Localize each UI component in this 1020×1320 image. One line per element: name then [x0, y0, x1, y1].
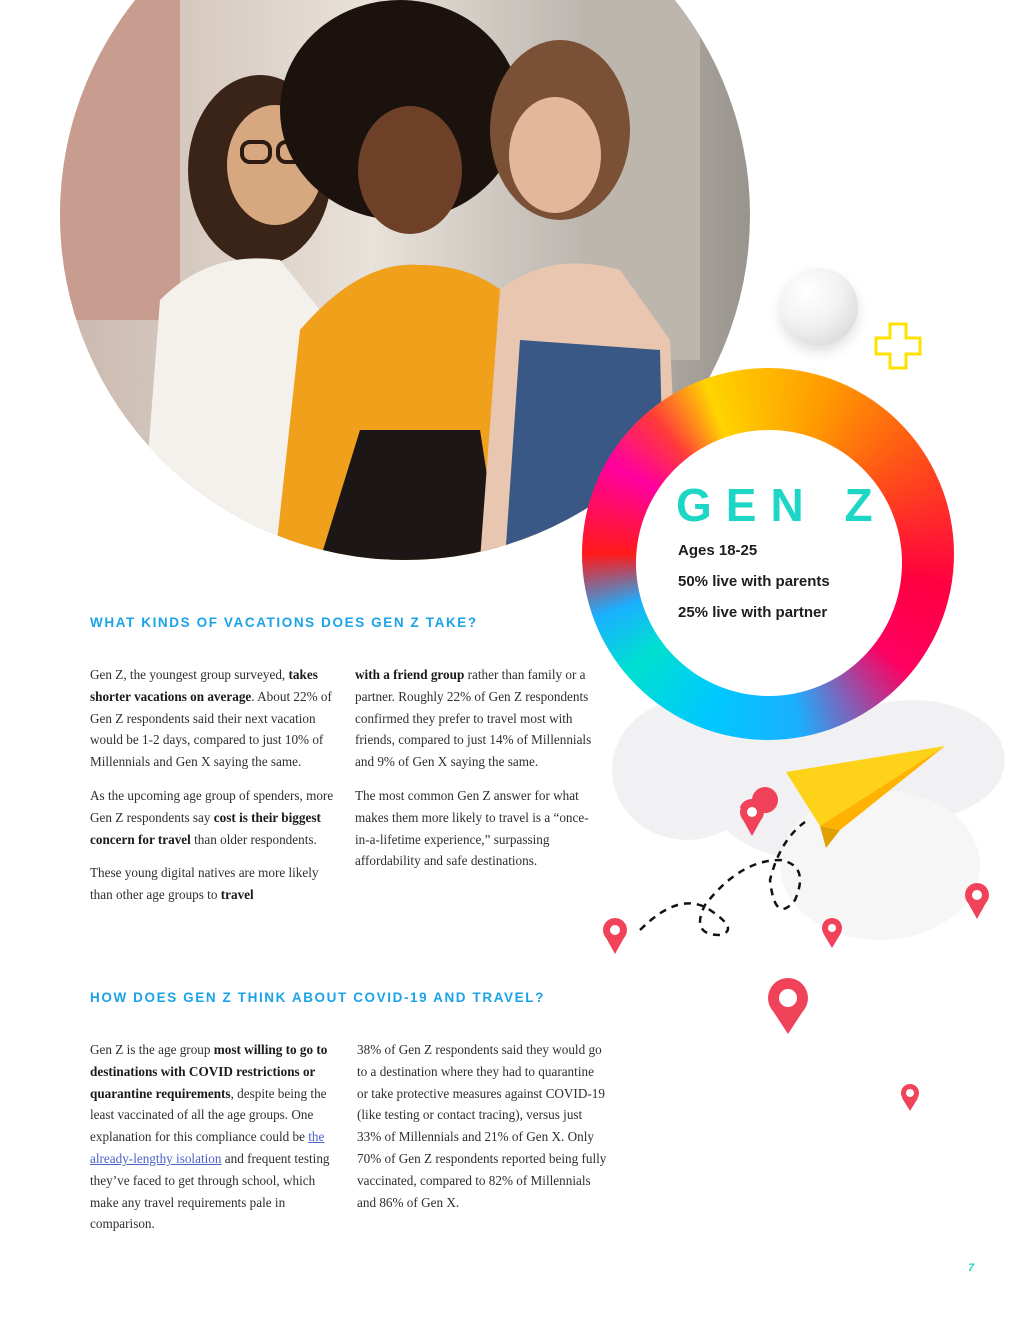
bold-emphasis: takes shorter vacations on average: [90, 667, 318, 704]
gen-z-stat-parents: 50% live with parents: [678, 573, 830, 590]
section-heading-covid: HOW DOES GEN Z THINK ABOUT COVID-19 AND TRAVEL?: [90, 990, 545, 1005]
travel-illustration: [590, 730, 1010, 1130]
body-paragraph: Gen Z is the age group most willing to go to destinations with COVID restrictions or quarantine requirements, despite being the least vaccinated of all the age groups. One explanation for this compliance could be the already-lengthy isolation and frequent testing they’ve faced to get through school, which make any travel requirements pale in comparison.: [90, 1042, 330, 1232]
gen-z-stat-partner: 25% live with partner: [678, 604, 828, 621]
paper-plane-icon: [786, 746, 945, 848]
body-paragraph: The most common Gen Z answer for what makes them more likely to travel is a “once-in-a-lifetime experience,” surpassing affordability and safe destinations.: [355, 787, 589, 869]
body-paragraph: with a friend group rather than family or a partner. Roughly 22% of Gen Z respondents confirmed they prefer to travel most with friends, compared to just 14% of Millennials and 9% of Gen X saying the same.: [355, 667, 592, 770]
page-number: 7: [968, 1262, 975, 1274]
bold-emphasis: cost is their biggest concern for travel: [90, 809, 321, 847]
bold-emphasis: with a friend group: [355, 667, 465, 682]
decorative-sphere: [780, 268, 858, 346]
section1-column-2: [355, 664, 600, 884]
inline-link[interactable]: the already-lengthy isolation: [90, 1129, 325, 1166]
body-paragraph: 38% of Gen Z respondents said they would go to a destination where they had to quarantine or take protective measures against COVID-19 (like testing or contact tracing), versus just 33% of Millennials and 21% of Gen X. Only 70% of Gen Z respondents reported being fully vaccinated, compared to 82% of Millennials and 86% of Gen X.: [357, 1042, 607, 1210]
gen-z-ring-center: [636, 430, 902, 696]
section2-column-2: [357, 1039, 607, 1225]
body-paragraph: These young digital natives are more likely than other age groups to travel: [90, 865, 319, 903]
body-paragraph: As the upcoming age group of spenders, more Gen Z respondents say cost is their biggest concern for travel than older respondents.: [90, 787, 334, 847]
bold-emphasis: most willing to go to destinations with COVID restrictions or quarantine requirements: [90, 1042, 328, 1101]
plus-icon: [872, 320, 924, 372]
gen-z-stat-ages: Ages 18-25: [678, 542, 758, 559]
section2-column-1: [90, 1039, 340, 1247]
body-paragraph: Gen Z, the youngest group surveyed, takes shorter vacations on average. About 22% of Gen Z respondents said their next vacation would be 1-2 days, compared to just 10% of Millennials and Gen X saying the same.: [90, 667, 332, 770]
bold-emphasis: travel: [220, 887, 254, 903]
section1-column-1: [90, 664, 340, 918]
section-heading-vacations: WHAT KINDS OF VACATIONS DOES GEN Z TAKE?: [90, 615, 478, 630]
gen-z-title: GEN Z: [676, 479, 887, 531]
